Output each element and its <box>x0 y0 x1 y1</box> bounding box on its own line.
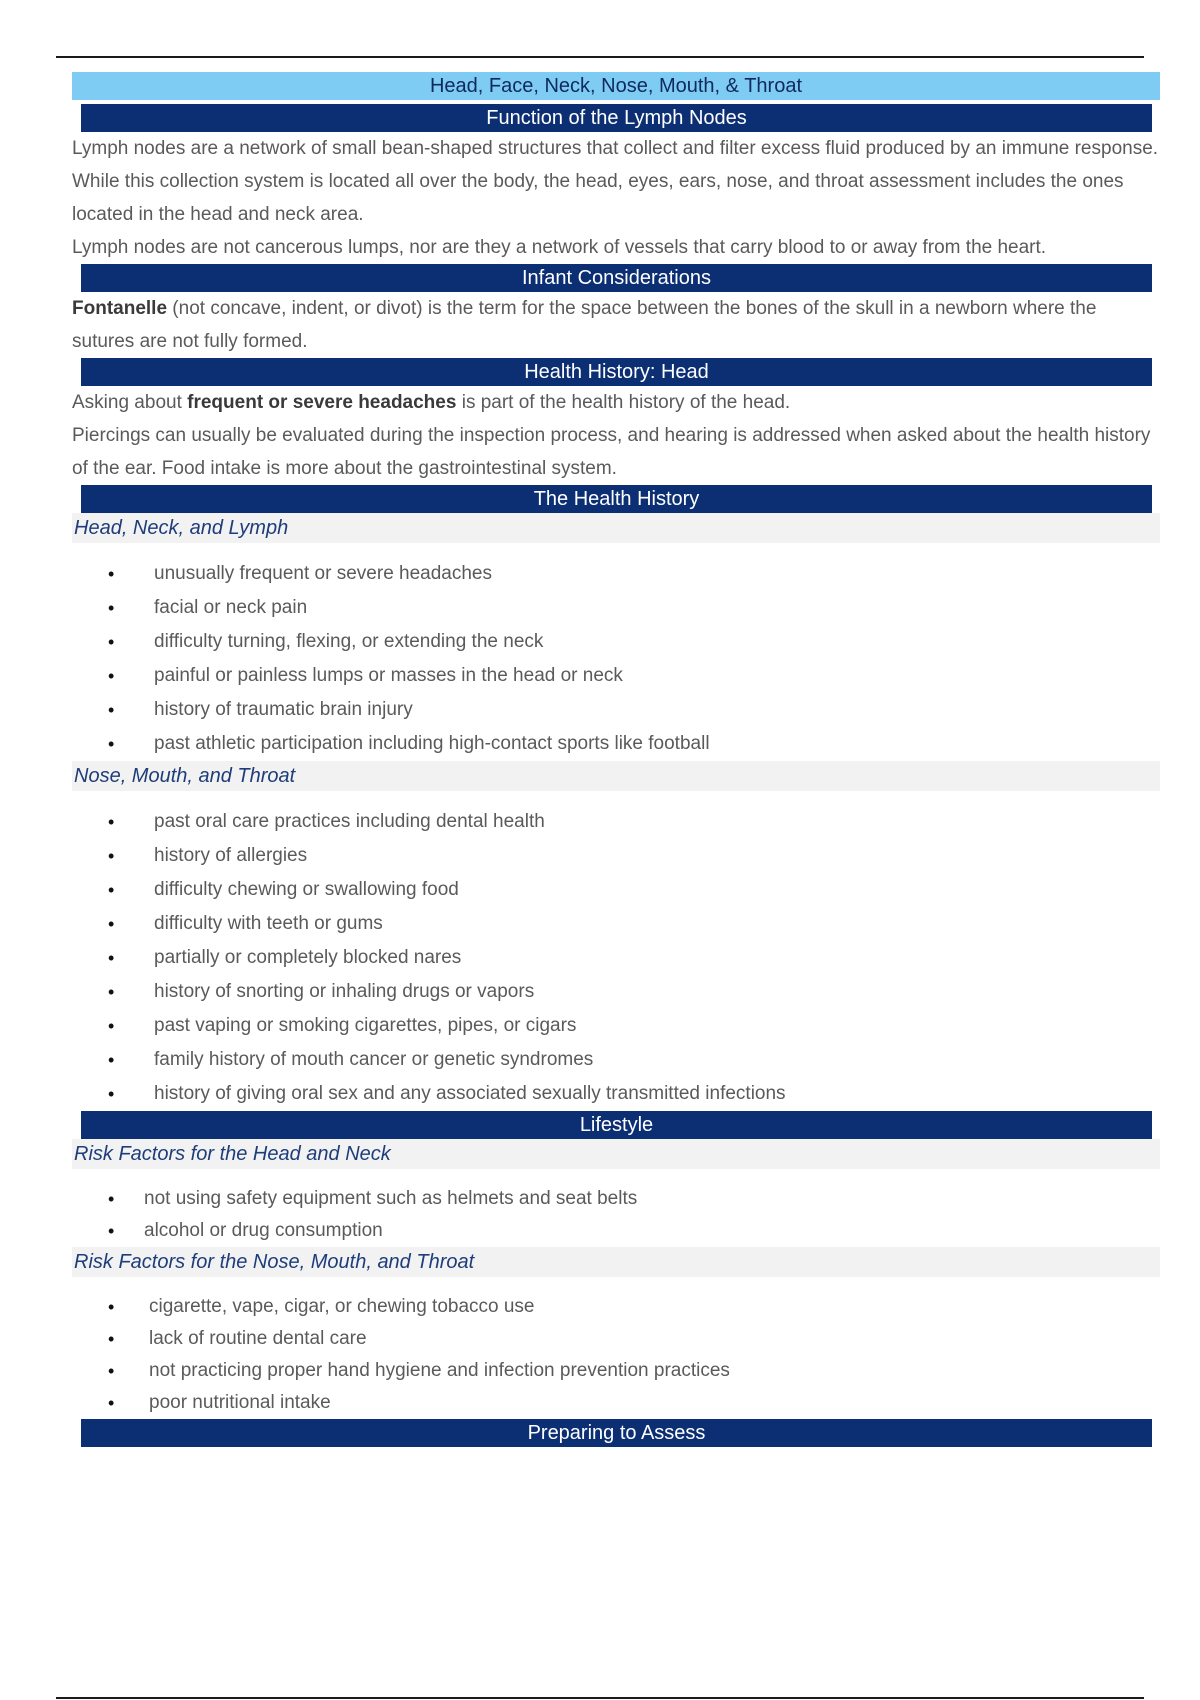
subheading-risk-head-neck: Risk Factors for the Head and Neck <box>72 1139 1160 1169</box>
bullet-icon: • <box>108 812 115 832</box>
list-item <box>72 1183 1160 1215</box>
list-item <box>72 907 1160 941</box>
list-item <box>72 625 1160 659</box>
list-item-text: difficulty with teeth or gums <box>154 913 383 934</box>
bullet-icon: • <box>108 982 115 1002</box>
list-item <box>72 975 1160 1009</box>
section-heading-infant: Infant Considerations <box>81 264 1152 292</box>
fontanelle-term: Fontanelle <box>72 298 168 319</box>
list-item-text: not using safety equipment such as helmets and seat belts <box>144 1188 638 1209</box>
list-item <box>72 693 1160 727</box>
lymph-paragraph-1: Lymph nodes are a network of small bean-shaped structures that collect and filter excess fluid produced by an immune response. While this collection system is located all over the body, the head, eyes, ears, nose, and throat assessment includes the ones located in the head and neck area. <box>72 138 1159 225</box>
section-heading-history-head: Health History: Head <box>81 358 1152 386</box>
subheading-risk-nose-mouth-throat: Risk Factors for the Nose, Mouth, and Throat <box>72 1247 1160 1277</box>
list-item <box>72 1043 1160 1077</box>
list-item <box>72 1291 1160 1323</box>
subheading-head-neck-lymph: Head, Neck, and Lymph <box>72 513 1160 543</box>
list-nose-mouth-throat <box>72 791 1160 1111</box>
list-item-text: cigarette, vape, cigar, or chewing tobacco use <box>149 1296 535 1317</box>
list-item-text: history of giving oral sex and any associated sexually transmitted infections <box>154 1083 786 1104</box>
list-item <box>72 557 1160 591</box>
bullet-icon: • <box>108 1329 115 1349</box>
list-item <box>72 1009 1160 1043</box>
bullet-icon: • <box>108 914 115 934</box>
list-risk-nose-mouth-throat <box>72 1277 1160 1419</box>
bottom-rule <box>56 1697 1144 1699</box>
list-item-text: not practicing proper hand hygiene and infection prevention practices <box>149 1360 730 1381</box>
bullet-icon: • <box>108 632 115 652</box>
history-head-text-post: is part of the health history of the head. <box>456 392 791 413</box>
list-item <box>72 1215 1160 1247</box>
document-page <box>72 72 1160 1447</box>
list-item-text: history of snorting or inhaling drugs or vapors <box>154 981 535 1002</box>
history-head-paragraph-2: Piercings can usually be evaluated during the inspection process, and hearing is addressed when asked about the health history of the ear. Food intake is more about the gastrointestinal system. <box>72 425 1151 479</box>
section-heading-preparing: Preparing to Assess <box>81 1419 1152 1447</box>
infant-text: (not concave, indent, or divot) is the term for the space between the bones of the skull in a newborn where the sutures are not fully formed. <box>72 298 1097 352</box>
bullet-icon: • <box>108 880 115 900</box>
top-rule <box>56 56 1144 58</box>
list-item-text: unusually frequent or severe headaches <box>154 563 493 584</box>
bullet-icon: • <box>108 564 115 584</box>
list-item <box>72 1387 1160 1419</box>
section-heading-health-history: The Health History <box>81 485 1152 513</box>
list-item <box>72 1077 1160 1111</box>
list-item-text: facial or neck pain <box>154 597 308 618</box>
bullet-icon: • <box>108 598 115 618</box>
list-item-text: difficulty chewing or swallowing food <box>154 879 459 900</box>
list-item-text: past vaping or smoking cigarettes, pipes, or cigars <box>154 1015 577 1036</box>
bullet-icon: • <box>108 1221 115 1241</box>
document-title: Head, Face, Neck, Nose, Mouth, & Throat <box>72 72 1160 100</box>
bullet-icon: • <box>108 1361 115 1381</box>
list-item <box>72 805 1160 839</box>
history-head-paragraph-1 <box>72 386 1160 419</box>
list-item <box>72 659 1160 693</box>
list-risk-head-neck <box>72 1169 1160 1247</box>
list-item-text: past oral care practices including dental health <box>154 811 545 832</box>
list-item-text: past athletic participation including high-contact sports like football <box>154 733 710 754</box>
list-item-text: history of allergies <box>154 845 308 866</box>
list-item <box>72 1323 1160 1355</box>
bullet-icon: • <box>108 666 115 686</box>
bullet-icon: • <box>108 948 115 968</box>
list-head-neck-lymph <box>72 543 1160 761</box>
list-item <box>72 839 1160 873</box>
bullet-icon: • <box>108 1189 115 1209</box>
list-item-text: family history of mouth cancer or genetic syndromes <box>154 1049 594 1070</box>
headaches-term: frequent or severe headaches <box>187 392 457 413</box>
subheading-nose-mouth-throat: Nose, Mouth, and Throat <box>72 761 1160 791</box>
list-item <box>72 591 1160 625</box>
bullet-icon: • <box>108 1016 115 1036</box>
section-heading-lifestyle: Lifestyle <box>81 1111 1152 1139</box>
list-item-text: partially or completely blocked nares <box>154 947 462 968</box>
list-item-text: alcohol or drug consumption <box>144 1220 383 1241</box>
bullet-icon: • <box>108 1297 115 1317</box>
list-item-text: difficulty turning, flexing, or extending the neck <box>154 631 544 652</box>
lymph-paragraph-2: Lymph nodes are not cancerous lumps, nor are they a network of vessels that carry blood to or away from the heart. <box>72 237 1047 258</box>
bullet-icon: • <box>108 1393 115 1413</box>
list-item-text: poor nutritional intake <box>149 1392 331 1413</box>
list-item <box>72 727 1160 761</box>
bullet-icon: • <box>108 846 115 866</box>
list-item-text: painful or painless lumps or masses in the head or neck <box>154 665 623 686</box>
history-head-text-pre: Asking about <box>72 392 188 413</box>
list-item-text: lack of routine dental care <box>149 1328 367 1349</box>
bullet-icon: • <box>108 700 115 720</box>
list-item-text: history of traumatic brain injury <box>154 699 413 720</box>
bullet-icon: • <box>108 734 115 754</box>
list-item <box>72 941 1160 975</box>
bullet-icon: • <box>108 1084 115 1104</box>
list-item <box>72 1355 1160 1387</box>
bullet-icon: • <box>108 1050 115 1070</box>
infant-paragraph <box>72 292 1160 358</box>
list-item <box>72 873 1160 907</box>
section-heading-lymph: Function of the Lymph Nodes <box>81 104 1152 132</box>
